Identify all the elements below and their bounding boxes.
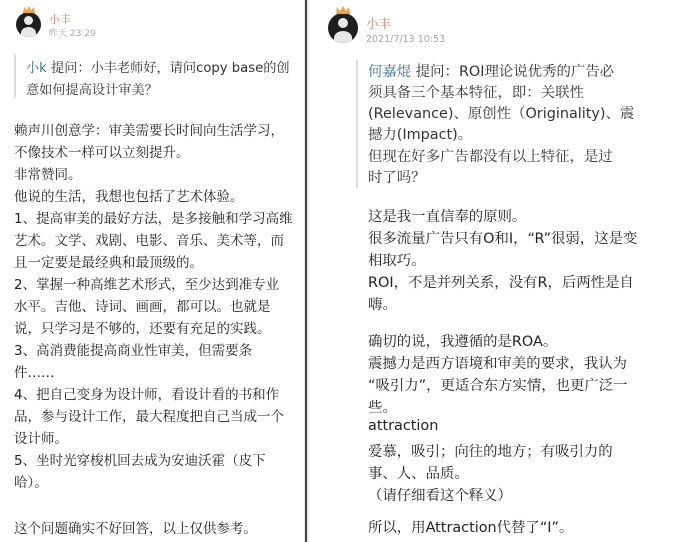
left-timestamp: 昨天 23:29 — [49, 29, 96, 39]
left-body-line: 5、坐时光穿梭机回去成为安迪沃霍（皮下 — [14, 453, 266, 469]
right-body-line: “吸引力”，更适合东方实情，也更广泛一 — [368, 378, 628, 394]
left-body-line: 1、提高审美的最好方法，是多接触和学习高维 — [14, 211, 293, 227]
left-body-line: 水平。吉他、诗词、画画，都可以。也就是 — [14, 299, 271, 315]
right-quote-line-2: (Relevance)、原创性（Originality)、震 — [368, 106, 635, 122]
right-quote-line-0: 何嘉焜 提问：ROI理论说优秀的广告必 — [368, 64, 615, 80]
left-body-line: 赖声川创意学：审美需要长时间向生活学习， — [14, 123, 284, 139]
crown-icon — [335, 5, 351, 15]
right-body-line: 所以，用Attraction代替了“I”。 — [368, 520, 574, 536]
panel-divider — [304, 0, 309, 542]
right-avatar[interactable] — [328, 13, 358, 43]
left-quote-asker[interactable]: 小k — [26, 61, 47, 76]
left-body-line: 且一定要是最经典和最顶级的。 — [14, 255, 203, 271]
right-body-line: 很多流量广告只有O和I，“R”很弱，这是变 — [368, 231, 638, 247]
left-quote-line-1: 意如何提高设计审美？ — [26, 83, 158, 98]
right-timestamp: 2021/7/13 10:53 — [366, 34, 446, 45]
left-body-line: 他说的生活，我想也包括了艺术体验。 — [14, 189, 244, 205]
left-body-line: 品，参与设计工作，最大程度把自己当成一个 — [14, 409, 284, 425]
right-quote-line-3: 撼力(Impact)。 — [368, 127, 473, 143]
right-quote-line-5: 时了吗？ — [368, 170, 426, 186]
left-body-line: 2、掌握一种高维艺术形式，至少达到准专业 — [14, 277, 280, 293]
left-body-line: 4、把自己变身为设计师，看设计看的书和作 — [14, 387, 280, 403]
right-body-line: 事、人、品质。 — [368, 466, 469, 482]
right-quote-line-4: 但现在好多广告都没有以上特征，是过 — [368, 149, 613, 165]
left-post-panel — [0, 0, 302, 542]
right-body-line: 爱慕，吸引；向往的地方；有吸引力的 — [368, 444, 613, 460]
right-post-panel — [312, 0, 678, 542]
left-body-line: 非常赞同。 — [14, 167, 82, 183]
right-quote-block — [356, 60, 676, 188]
right-body-line: 相取巧。 — [368, 253, 426, 269]
left-avatar[interactable] — [16, 12, 41, 37]
left-body-line: 不像技术一样可以立刻提升。 — [14, 145, 190, 161]
crown-icon — [22, 5, 36, 14]
left-body-line: 这个问题确实不好回答，以上仅供参考。 — [14, 521, 257, 537]
right-quote-line-1: 须具备三个基本特征，即：关联性 — [368, 85, 584, 101]
left-body-line: 说，只学习是不够的，还要有充足的实践。 — [14, 321, 271, 337]
left-user-name[interactable]: 小丰 — [49, 13, 71, 26]
left-quote-block — [14, 54, 300, 98]
right-body-line: 些。 — [368, 400, 397, 416]
left-body-line: 设计师。 — [14, 431, 68, 447]
right-quote-asker[interactable]: 何嘉焜 — [368, 64, 412, 80]
left-body-line: 件…… — [14, 365, 55, 381]
left-body-line: 哈）。 — [14, 475, 48, 491]
right-body-line: （请仔细看这个释义） — [368, 488, 512, 504]
right-body-line: 嗨。 — [368, 297, 397, 313]
left-quote-line-0: 小k 提问：小丰老师好，请问copy base的创 — [26, 61, 290, 76]
left-body-line: 艺术。文学、戏剧、电影、音乐、美术等，而 — [14, 233, 284, 249]
right-body-line: ROI，不是并列关系，没有R，后两性是自 — [368, 275, 634, 291]
left-body-line: 3、高消费能提高商业性审美，但需要条 — [14, 343, 253, 359]
right-body-line: 确切的说，我遵循的是ROA。 — [368, 334, 558, 350]
right-user-name[interactable]: 小丰 — [366, 16, 392, 31]
right-body-line: 震撼力是西方语境和审美的要求，我认为 — [368, 356, 628, 372]
right-body-line: 这是我一直信奉的原则。 — [368, 209, 527, 225]
right-body-line: attraction — [368, 418, 439, 434]
